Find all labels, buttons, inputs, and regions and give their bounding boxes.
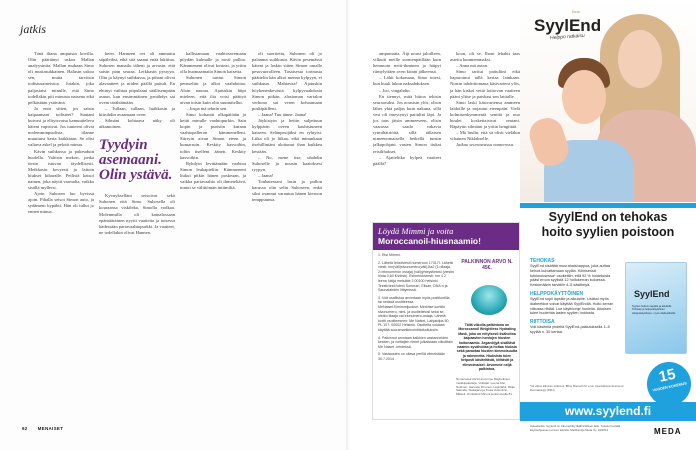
paragraph: Kävin suihkussa ja pukeuduin huolella. Valitsin mekon, jonka tiesin istuvan täydellisesti. Meikkasin kevyesti ja laitoin hiukset kiharalle. Peilistä katsoi nainen, joka näytti varmalta, vaikka sisällä myllersi. bbox=[28, 148, 94, 191]
contest-title-2: Moroccanoil-hiusnaamio! bbox=[378, 236, 481, 246]
article-column-5 bbox=[373, 51, 441, 217]
article-column-4 bbox=[252, 51, 322, 421]
syylend-advertisement bbox=[520, 0, 696, 450]
boy-face bbox=[562, 70, 606, 124]
benefit-title: TEHOKAS bbox=[530, 258, 555, 264]
section-title: jatkis bbox=[20, 22, 46, 36]
continued-note: Jatkuu seuraavassa numerossa. bbox=[456, 142, 515, 148]
contest-steps bbox=[378, 253, 454, 364]
package-line: Tehokas ja helppokäyttöinen bbox=[632, 308, 665, 312]
contest-step: 2. Lähetä tekstiviesti numeroon 17317I. Lähetä viesti: mn(väli)sivunumero(väli)1ta2 (1=tilaaja, 2=irtonumeron ostaja) (väli)yhteystietosi (viestin hinta 0,60 €/viesti). Esimerkkiviesti: mn 4 2 leena lukija metsätie 3 00100 helsinki. Tekstiviesti toimii Soneran, Elisan, DNA:n ja Saunalahden liittymissä. bbox=[378, 260, 454, 293]
contest-step: 5. Vastausten on oltava perillä viimeistään 30.7.2014 bbox=[378, 352, 445, 361]
paragraph: ampumatta. Äiji nousi jaloilleen, vilkutti meille sormenpäillään kuin hemmoin neiti-ihminen ja häipyi riimylyttäen oven kiinni jälkeensä. bbox=[373, 51, 441, 75]
woman-face bbox=[618, 30, 662, 88]
page-footer bbox=[22, 426, 73, 431]
contest-step: 4. Palkinnot arvotaan kaikkien vastanneiden kesken, ja voittajien nimet julkaistaan viikoittain Me Naiset -lehdessä. bbox=[378, 335, 453, 349]
badge-text: VUODEN KOKEMUS bbox=[652, 381, 688, 393]
ad-headline-line: SyylEnd on tehokas bbox=[548, 210, 668, 224]
package-line: Helppokäyttöinen, myös diabeetikoille bbox=[632, 311, 676, 315]
benefit-text: SyylEnd sisältää muurahaishappoa, joka auttaa kehoa kuivattamaan syylän. Kliinisessä tutkimuksessa* osoitettiin, että 92 % hoidetuista pääsi eroon syylistä 12 hoitokerran kuluessa. Keskimäärin tarvittiin 4–5 käsittelyä. bbox=[530, 264, 611, 288]
benefit-title: HELPPOKÄYTTÖINEN bbox=[530, 290, 584, 297]
ad-photo-mother-and-son bbox=[520, 0, 696, 202]
paragraph: – Ajattelitko kylpeä vaatteet päällä? bbox=[373, 154, 441, 166]
legal-text: Apteekeista. Syylend on CE-merkitty lääkinnällinen laite. Tutustu huolella käyttöohjeeseen ennen käyttöä. Markkinoija Meda Oy. 04/2014 bbox=[530, 424, 621, 432]
paragraph: keen. Hanneen ovi oli ammuttu säpäleiksi, eikä sitä saanut enää lukittua. Suhosen manailu täheni ja arvasin, että saisin pian seuraa. Leikkasin pystyyn. Olin jo käynyt suihkussa, ja pihani olivat alavaatteet ja niiden päällä paituli. En ehtinyt vaihtaa pöpulaani säällisempään asuun, kun ensimmäinen jymähdys sai oveni tärähtämään. bbox=[99, 51, 175, 105]
divider bbox=[520, 203, 696, 208]
paragraph: oli suoritettu, Suhonen oli jo palannut suihkusta. Kävin pesemässä käteni ja laskin sitten Simon omalle pesuvuorolleen. Tasaisesta torinasta päättelin hän alkoi menna kylpyyn, ei suihkuun. Mahtavaa! Ajatuskin höyhenenkevästä kylpyvaahdosta Simon pitkän, alastoman vartalon verhona sai veren kohoamaan poskipäilleni. bbox=[252, 51, 322, 111]
package-line: Syylien hoitoon lapsille ja aikuisille bbox=[632, 305, 672, 308]
package-logo: SyylEnd bbox=[634, 289, 670, 299]
page-gutter bbox=[346, 0, 350, 450]
brand-logo: SyylEnd bbox=[534, 16, 602, 35]
benefit-text: SyylEnd sopii lapsille ja aikuisille. Lisäksi myös diabeetikot voivat käyttää SyylEndiä. Hoito kerran viikossa riittää. Lue käyttöohje huolella. Aikuisen tulee huolehtia lasten syylien hoidosta. bbox=[530, 296, 614, 316]
brand-tagline: Helppo ratkaisu bbox=[549, 32, 585, 42]
article-column-6 bbox=[450, 51, 520, 217]
paragraph: – Jaana! bbox=[258, 172, 274, 178]
paragraph: Simo tarttui paituliini eikä hapuroinut tällä kertaa lainkaan. Nostin tahdottomana käsivarteni ylös, ja hän kiskoi vettä lotisevan vaatteen pääni ylitse ja paiskasi sen lattialle. bbox=[450, 69, 520, 99]
ad-headline bbox=[520, 210, 696, 240]
paragraph: En tiennyt, mitä hittoa tekisin seuraavaksi. Jos nousisin ylös, olisin lähes yhtä paljas kuin nakuna, sillä vesi oli imeytynyt paitulini läpi. Ja jos taas jäisin ammeeseen, olisin vaarassa saada vakavia rytmihäiriöitä, sillä tällaisen nimeenomaisella hetkellä tunsin jalkapohjani vasten Simon tiukat reisilihakset. bbox=[373, 93, 441, 154]
prize-value: PALKINNON ARVO N. 45€. bbox=[461, 259, 513, 271]
contest-step: 1. Etsi Mimmi. bbox=[378, 253, 401, 257]
paragraph: Ajoin Suhosen luo hyvissä ajoin. Pihalla seisoi Simon auto, ja sydämeni hypähti. Hän oli tullut jo ennen minua. bbox=[28, 191, 94, 215]
package-lines bbox=[632, 305, 675, 315]
paragraph: Silmäni kohtaava näky oli aikamoinen. bbox=[99, 118, 175, 130]
paragraph: Ryhdyin levittämään vaahtoa Simon leukapieliin. Kämmeneni liukui pitkin hänen poskeaan, ja vaikka partavaahto oli ihmeteltävä, tuntui se välittömän intiimiltä. bbox=[180, 160, 246, 191]
page-number: 62 bbox=[22, 426, 28, 431]
paragraph: Suhonen tarttui Simon pensseliin ja alkoi vaahdottaa. Aloin nauraa. Ajatuskin hiipi mieleen, että ilta voisi päättyä aivan toisin kuin olin suunnitellut. bbox=[180, 75, 246, 105]
paragraph: koon, oli se. Ihoni lehahti taas asteita kuumemmaksi. bbox=[450, 51, 520, 63]
paragraph: – Jospa mä teknin sen. bbox=[186, 105, 228, 111]
contest-title-1: Löydä Mimmi ja voita bbox=[378, 226, 454, 236]
paragraph: Kyvnykselläni seisoivat sekä Suhonen että Simo. Suhosella oli kouraansa viskileka, Simolla vodkaa. Molemmilla oli kainalossaan epämääräinen nyytti vaatteita ja toisessa kädessään partavaahtopurkki. Ja vaatteet, ne todellakin olivat Hannen. bbox=[99, 193, 175, 235]
article-column-2 bbox=[99, 51, 175, 421]
paragraph: – Tullaan, tullaan, huikkasin ja kiiruhdin avaamaan oven. bbox=[99, 105, 175, 117]
paragraph: Simo kohautti olkapäitään ja heitti minulle vaahtopurkin. Sain kopin ja puristin kuraan vaahtopalleron kämmenelleni. Siirryin aivan Simon eteen ja kumarruin. Keskity kasvoihin, toltin itselleni äänetı. Keskity kasvoihin. bbox=[180, 111, 246, 160]
website-url[interactable]: www.syylend.fi bbox=[520, 402, 696, 421]
hair-mask-jar-image bbox=[471, 285, 507, 315]
article-headline: Tyydyin asemaani. Olin ystävä. bbox=[99, 137, 173, 184]
paragraph: – Joo, vingahdin. bbox=[379, 87, 411, 93]
benefit-text: Voit käsitellä yhdellä SyylEnd-pakkauksella 1–5 syylää n. 30 kertaa. bbox=[530, 325, 610, 334]
paragraph: – Anna mä autan. bbox=[456, 63, 489, 69]
winners-note: Numerossa 24/14 arvomme Maybellinen meikkipaketteja. Voittajat: Leena Aho, Nuttinen; Hannele Ihnonen, Lapinlahti; Raija Salmela, Sotkajärvi ja Tuula Juslenlinn, Mikkeli. Onnittelut! Mimmi juoksi sivulla 81. bbox=[456, 377, 515, 397]
prize-description: Tällä viikolla palkintona on Moroccanoil Weightless Hydrating Mask, joka on erityisesti lisähoitoa kaipaavien hentojen hiusten hoitonaamio. Arganöljyä sisältävä naamio syvähoitaa ja hoitaa hiuksia sekä parantaa hiusten kimmoisuutta ja rakennetta. Hiuksista tulee helposti käsiteltävät, kiiltävät ja elinvoimaiset. Arvomme neljä palkintoa. bbox=[456, 323, 518, 372]
paragraph: Tänä iltana ampuisin kovilla. Olin päättänyt uskoa Mallan analyysintia. Mallan mukaan Simo oli mustasukkainen. Halusin uskoa sen, mutta tarvitsin todistusaineistoa. Jotakin, joka paljastaisi minulle, että Simo todellakin piti minusta naisena eikä pelkästään ystävänä. bbox=[28, 51, 94, 105]
product-package-image bbox=[625, 262, 687, 354]
article-column-3 bbox=[180, 51, 246, 421]
meda-logo: MEDA bbox=[654, 427, 682, 436]
paragraph: Jäykistyin ja heitin suljettuun kylppärin oveen kauhistuneen katseen. Selänpesijäksi en ryhtyisi. Liika oli jo liikaa, eikä minunkaan itsehillintäni ulottunut ihan kaikkea kestään. bbox=[252, 118, 322, 154]
ad-benefits bbox=[530, 255, 620, 335]
paragraph: – No, mene itse, uhahdin Suhoselle ja nousin kaatoksesi ryypyn. bbox=[252, 154, 322, 172]
paragraph: Ja entä sitten, jos saisin kaipaamani todisteet? Suutani kuivasi ja elityisvatsa kamuutteleva käteni vapisivat. Jos tunteeni olivat molemminpuolisia, tilanne muuttuisi kerta kaikkiaan. Se olisi valtava askel ja pelotti minua. bbox=[28, 105, 94, 148]
paragraph: – Jaana! Tuu tänne. Jaana! bbox=[258, 111, 307, 117]
paragraph: – Mä luulin, että sä olisit vieläkin vihainen Niklakselle. bbox=[450, 130, 520, 142]
article-column-1 bbox=[28, 51, 94, 421]
ad-headline-line: hoito syylien poistoon bbox=[541, 225, 675, 239]
brand-super: Bear bbox=[572, 9, 581, 14]
paragraph: Simo laski käsivartensa ammeen laidoille ja nojautui eteenpäin. Vielä kolmisenkymmentä senttiä ja nuo huulet koskettaisivat omiani. Räpäytin silmiäni ja yritin hengittää. bbox=[450, 99, 520, 130]
paragraph: – Lähti kokonaan, Simo totesi, kun kuuli lukon naksahduksen. bbox=[373, 75, 441, 87]
badge-number: 15 bbox=[657, 365, 678, 386]
paragraph: Toubatessani lasin ja pullon karussa olin selin Suhoseen, enkä siksi osannut varautua hänen kieroon temppuunsa. bbox=[252, 178, 322, 203]
contest-step: 3. Voit osallistua arvontaan myös postikortilla tai netissä osoitteessa MeNaiset.fi/mimmijuokse. Merkitse korttiin sivunumero, nimi- ja osoitetietosi sekä se, oletko tilaaja vai irtonumero-ostaja. Lähetä kortti osoitteeseen: Me Naiset, Lahjakilpa 50, PL 107, 00002 Helsinki. Osoitetta voidaan käyttää suoramarkkinointitarkoituksiin. bbox=[378, 295, 450, 332]
study-reference: *12 viikon kliininen tutkimus; Bhat, Ramesh M. et al. International Journal of Dermatology (2001) bbox=[530, 384, 624, 392]
magazine-name: MENAISET bbox=[37, 426, 64, 431]
contest-header bbox=[373, 223, 519, 250]
contest-box bbox=[372, 222, 520, 420]
benefit-title: RIITTOISA bbox=[530, 319, 555, 326]
paragraph: kallistamaan vaahtosavemaan pöydän kulmalle ja nosti pulloa. Kämmeneni olivat kosteat, ja yritin olla huomaamatta Simon katsetta. bbox=[180, 51, 246, 75]
